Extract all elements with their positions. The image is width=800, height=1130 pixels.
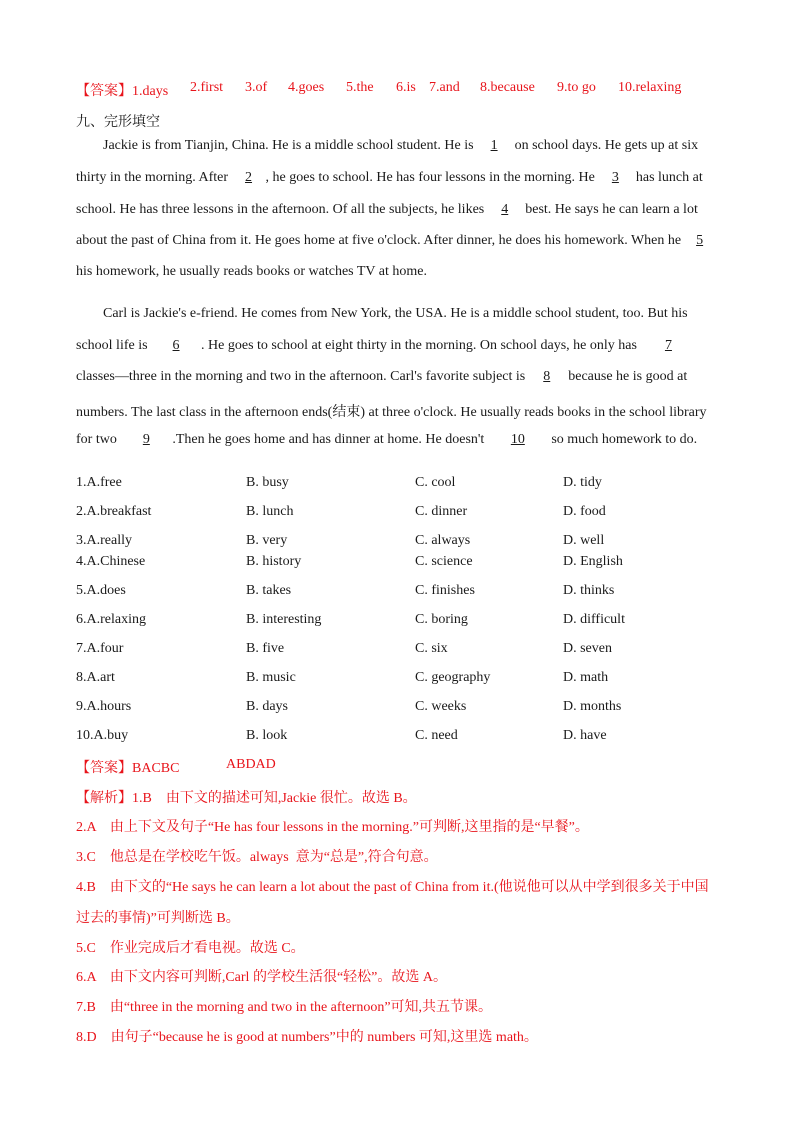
answer-part1: BACBC — [132, 761, 180, 776]
blank-2: 2 — [245, 170, 253, 185]
blank-1: 1 — [490, 138, 498, 153]
answer-item: 3.of — [245, 80, 268, 95]
option-c: C. finishes — [415, 583, 475, 598]
answer-item: 5.the — [346, 80, 374, 95]
option-c: C. geography — [415, 670, 491, 685]
option-b: B. look — [246, 728, 288, 743]
answer-item: 7.and — [429, 80, 460, 95]
option-d: D. seven — [563, 641, 612, 656]
analysis-line6: 6.A 由下文内容可判断,Carl 的学校生活很“轻松”。故选 A。 — [76, 970, 447, 985]
passage2-line4: numbers. The last class in the afternoon ends(结束) at three o'clock. He usually reads books in the school library — [76, 405, 707, 420]
passage1-line4: about the past of China from it. He goes home at five o'clock. After dinner, he does his homework. When he 5 — [76, 233, 715, 249]
option-a: 1.A.free — [76, 475, 122, 490]
answer-label: 【答案】 — [76, 761, 132, 776]
option-c: C. boring — [415, 612, 468, 627]
option-d: D. difficult — [563, 612, 625, 627]
passage2-line3: classes—three in the morning and two in the afternoon. Carl's favorite subject is 8 because he is good at — [76, 369, 688, 384]
answer-item: 1.days — [132, 84, 169, 99]
analysis-line5: 5.C 作业完成后才看电视。故选 C。 — [76, 941, 305, 956]
analysis-line4a: 4.B 由下文的“He says he can learn a lot about the past of China from it.(他说他可以从中学到很多关于中国 — [76, 880, 709, 895]
option-d: D. thinks — [563, 583, 615, 598]
analysis-line8: 8.D 由句子“because he is good at numbers”中的 numbers 可知,这里选 math。 — [76, 1030, 538, 1045]
answer-item: 9.to go — [557, 80, 596, 95]
option-b: B. days — [246, 699, 288, 714]
blank-10: 10 — [510, 432, 525, 447]
answer-item: 2.first — [190, 80, 224, 95]
answer-item: 10.relaxing — [618, 80, 682, 95]
option-d: D. math — [563, 670, 609, 685]
blank-3: 3 — [611, 170, 619, 185]
blank-6: 6 — [172, 338, 180, 353]
option-b: B. very — [246, 533, 288, 548]
option-a: 8.A.art — [76, 670, 115, 685]
analysis-line1: 【解析】1.B 由下文的描述可知,Jackie 很忙。故选 B。 — [76, 791, 417, 806]
option-a: 10.A.buy — [76, 728, 129, 743]
passage2-line5: for two 9 .Then he goes home and has dinner at home. He doesn't 10 so much homework to do. — [76, 432, 698, 447]
passage1-line2: thirty in the morning. After 2 , he goes to school. He has four lessons in the morning. He 3 has lunch at — [76, 170, 703, 185]
option-b: B. five — [246, 641, 285, 656]
option-a: 2.A.breakfast — [76, 504, 152, 519]
passage1-line5: his homework, he usually reads books or watches TV at home. — [76, 264, 427, 279]
top-answer-line — [76, 80, 168, 100]
option-b: B. interesting — [246, 612, 322, 627]
option-a: 7.A.four — [76, 641, 124, 656]
answer-item: 4.goes — [288, 80, 325, 95]
analysis-line2: 2.A 由上下文及句子“He has four lessons in the morning.”可判断,这里指的是“早餐”。 — [76, 820, 589, 835]
answer-part2: ABDAD — [226, 757, 276, 772]
option-a: 9.A.hours — [76, 699, 132, 714]
option-b: B. takes — [246, 583, 292, 598]
analysis-label: 【解析】 — [76, 791, 132, 806]
option-b: B. music — [246, 670, 296, 685]
option-d: D. tidy — [563, 475, 602, 490]
passage1-line1: Jackie is from Tianjin, China. He is a middle school student. He is 1 on school days. He gets up at six — [103, 138, 699, 153]
passage2-line2: school life is 6 . He goes to school at eight thirty in the morning. On school days, he only has 7 — [76, 338, 696, 354]
answer-label: 【答案】 — [76, 84, 132, 99]
passage1-line3: school. He has three lessons in the afternoon. Of all the subjects, he likes 4 best. He says he can learn a lot — [76, 202, 698, 217]
answer-item: 6.is — [396, 80, 416, 95]
section-title: 九、完形填空 — [76, 114, 160, 130]
answer-line — [76, 757, 179, 777]
blank-9: 9 — [142, 432, 150, 447]
option-a: 6.A.relaxing — [76, 612, 146, 627]
option-b: B. lunch — [246, 504, 294, 519]
option-a: 5.A.does — [76, 583, 126, 598]
passage2-line1: Carl is Jackie's e-friend. He comes from New York, the USA. He is a middle school student, too. But his — [103, 306, 688, 321]
option-b: B. busy — [246, 475, 289, 490]
option-a: 4.A.Chinese — [76, 554, 146, 569]
option-d: D. months — [563, 699, 622, 714]
answer-item: 8.because — [480, 80, 535, 95]
option-d: D. well — [563, 533, 605, 548]
option-c: C. dinner — [415, 504, 468, 519]
option-c: C. weeks — [415, 699, 467, 714]
blank-7: 7 — [664, 338, 672, 353]
option-c: C. science — [415, 554, 473, 569]
option-c: C. six — [415, 641, 448, 656]
blank-5: 5 — [696, 233, 704, 248]
option-d: D. have — [563, 728, 607, 743]
option-c: C. cool — [415, 475, 456, 490]
analysis-line4b: 过去的事情)”可判断选 B。 — [76, 911, 240, 926]
blank-4: 4 — [501, 202, 509, 217]
option-d: D. English — [563, 554, 623, 569]
option-d: D. food — [563, 504, 606, 519]
option-c: C. need — [415, 728, 458, 743]
option-b: B. history — [246, 554, 302, 569]
analysis-line3: 3.C 他总是在学校吃午饭。always 意为“总是”,符合句意。 — [76, 850, 438, 865]
analysis-line7: 7.B 由“three in the morning and two in the afternoon”可知,共五节课。 — [76, 1000, 493, 1015]
blank-8: 8 — [543, 369, 551, 384]
option-c: C. always — [415, 533, 471, 548]
option-a: 3.A.really — [76, 533, 132, 548]
